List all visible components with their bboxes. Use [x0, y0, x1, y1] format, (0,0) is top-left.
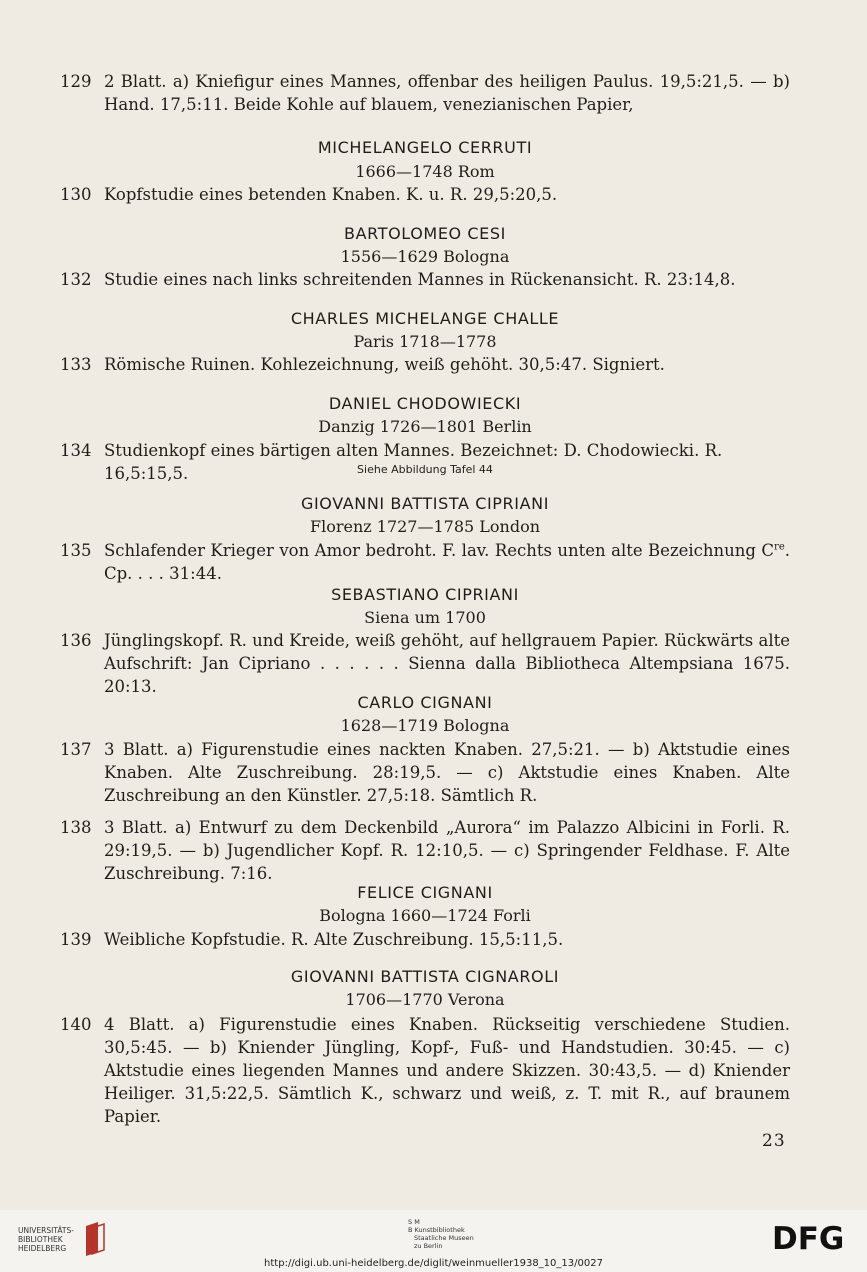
entry-text: Kopfstudie eines betenden Knaben. K. u. R. 29,5:20,5.	[104, 185, 558, 204]
catalog-entry-140	[60, 1013, 790, 1128]
artist-name-cignaroli: GIOVANNI BATTISTA CIGNAROLI	[290, 967, 560, 986]
artist-name-cesi: BARTOLOMEO CESI	[344, 224, 506, 243]
smb-line: Staatliche Museen	[414, 1234, 474, 1242]
entry-text: 4 Blatt. a) Figurenstudie eines Knaben. Rückseitig verschiedene Studien. 30,5:45. — b) Kniender Jüngling, Kopf-, Fuß- und Handstudien. 30:45. — c) Aktstudie eines liegenden Mannes und andere Skizzen. 30:43,5. — d) Kniender Heiliger. 31,5:22,5. Sämtlich K., schwarz und weiß, z. T. mit R., auf braunem Papier.	[104, 1015, 790, 1126]
entry-number: 140	[60, 1015, 92, 1034]
smb-logo-text	[408, 1218, 474, 1250]
page-number: 23	[762, 1131, 786, 1151]
entry-number: 130	[60, 185, 92, 204]
entry-text-a: Schlafender Krieger von Amor bedroht. F. lav. Rechts unten alte Bezeichnung C	[104, 541, 775, 560]
artist-dates-challe: Paris 1718—1778	[353, 332, 497, 351]
entry-superscript: re	[774, 541, 785, 553]
entry-number: 139	[60, 930, 92, 949]
artist-name-f-cignani: FELICE CIGNANI	[357, 883, 493, 902]
entry-text: 3 Blatt. a) Entwurf zu dem Deckenbild „Aurora“ im Palazzo Albicini in Forli. R. 29:19,5. — b) Jugendlicher Kopf. R. 12:10,5. — c) Springender Feldhase. F. Alte Zuschreibung. 7:16.	[104, 818, 790, 883]
catalog-entry-132	[60, 268, 790, 291]
entry-number: 133	[60, 355, 92, 374]
smb-line: S M	[408, 1218, 420, 1226]
artist-name-cerruti: MICHELANGELO CERRUTI	[317, 138, 533, 157]
catalog-entry-138	[60, 816, 790, 885]
entry-number: 132	[60, 270, 92, 289]
smb-line: B Kunstbibliothek	[408, 1226, 465, 1234]
catalog-entry-130	[60, 183, 790, 206]
artist-dates-cesi: 1556—1629 Bologna	[340, 247, 510, 266]
entry-number: 129	[60, 72, 92, 91]
entry-text: Römische Ruinen. Kohlezeichnung, weiß gehöht. 30,5:47. Signiert.	[104, 355, 665, 374]
artist-dates-f-cignani: Bologna 1660—1724 Forli	[319, 906, 531, 925]
entry-text: Studienkopf eines bärtigen alten Mannes. Bezeichnet: D. Chodowiecki. R. 16,5:15,5.	[104, 441, 723, 483]
entry-number: 137	[60, 740, 92, 759]
entry-number: 136	[60, 631, 92, 650]
artist-dates-cerruti: 1666—1748 Rom	[355, 162, 495, 181]
entry-text: Jünglingskopf. R. und Kreide, weiß gehöht, auf hellgrauem Papier. Rückwärts alte Aufschrift: Jan Cipriano . . . . . . Sienna dalla Bibliotheca Altempsiana 1675. 20:13.	[104, 631, 790, 696]
artist-name-s-cipriani: SEBASTIANO CIPRIANI	[331, 585, 519, 604]
entry-text: 2 Blatt. a) Kniefigur eines Mannes, offenbar des heiligen Paulus. 19,5:21,5. — b) Hand. 17,5:11. Beide Kohle auf blauem, venezianischen Papier,	[104, 72, 790, 114]
entry-text: Weibliche Kopfstudie. R. Alte Zuschreibung. 15,5:11,5.	[104, 930, 564, 949]
dfg-logo-icon	[772, 1222, 854, 1252]
catalog-entry-136	[60, 629, 790, 698]
artist-name-c-cignani: CARLO CIGNANI	[357, 693, 493, 712]
artist-dates-gb-cipriani: Florenz 1727—1785 London	[309, 517, 541, 536]
entry-text-b: . Cp. . . . 31:44.	[104, 541, 790, 583]
artist-name-challe: CHARLES MICHELANGE CHALLE	[290, 309, 560, 328]
artist-dates-chodowiecki: Danzig 1726—1801 Berlin	[318, 417, 532, 436]
catalog-entry-133	[60, 353, 790, 376]
entry-text: Studie eines nach links schreitenden Mannes in Rückenansicht. R. 23:14,8.	[104, 270, 736, 289]
artist-dates-cignaroli: 1706—1770 Verona	[345, 990, 505, 1009]
entry-number: 135	[60, 541, 92, 560]
dfg-logo-text: DFG	[772, 1222, 845, 1252]
artist-dates-s-cipriani: Siena um 1700	[364, 608, 486, 627]
artist-name-gb-cipriani: GIOVANNI BATTISTA CIPRIANI	[300, 494, 550, 513]
source-url[interactable]: http://digi.ub.uni-heidelberg.de/diglit/weinmueller1938_10_13/0027	[264, 1258, 603, 1269]
library-name: UNIVERSITÄTS-BIBLIOTHEK HEIDELBERG	[18, 1226, 74, 1253]
entry-number: 138	[60, 818, 92, 837]
entry-text	[104, 539, 790, 585]
catalog-entry-137	[60, 738, 790, 807]
entry-text: 3 Blatt. a) Figurenstudie eines nackten Knaben. 27,5:21. — b) Aktstudie eines Knaben. Alte Zuschreibung. 28:19,5. — c) Aktstudie eines Knaben. Alte Zuschreibung an den Künstler. 27,5:18. Sämtlich R.	[104, 740, 790, 805]
entry-number: 134	[60, 441, 92, 460]
footer-bar	[0, 1210, 867, 1272]
catalog-entry-139	[60, 928, 790, 951]
artist-dates-c-cignani: 1628—1719 Bologna	[340, 716, 510, 735]
plate-reference: Siehe Abbildung Tafel 44	[357, 463, 493, 476]
smb-line: zu Berlin	[414, 1242, 443, 1250]
catalog-entry-129	[60, 70, 790, 116]
catalog-entry-135	[60, 539, 790, 585]
library-logo-icon	[84, 1222, 106, 1256]
artist-name-chodowiecki: DANIEL CHODOWIECKI	[328, 394, 522, 413]
